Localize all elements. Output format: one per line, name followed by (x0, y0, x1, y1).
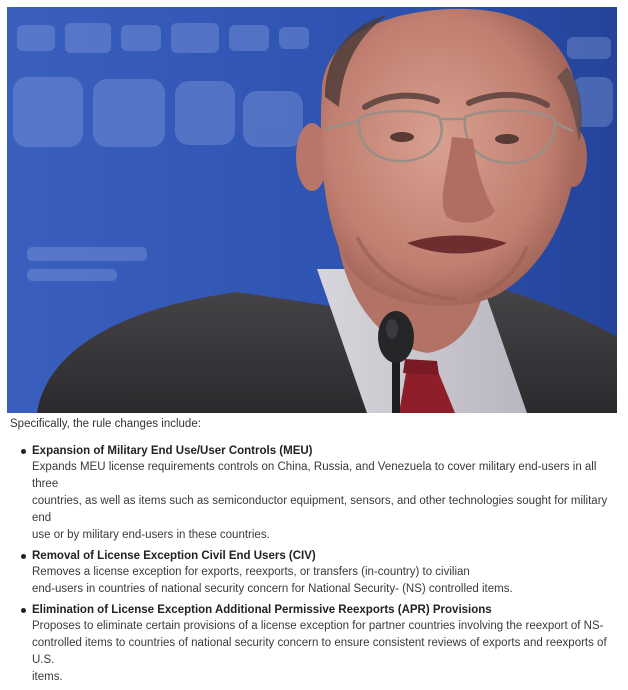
rule-description: Removes a license exception for exports, reexports, or transfers (in-country) to civilian end-users in countries of national security concern for National Security- (NS) controlled items. (32, 566, 513, 595)
rule-changes-list (10, 443, 610, 690)
intro-text: Specifically, the rule changes include: (10, 418, 201, 430)
right-eye (495, 134, 519, 144)
article-photo (7, 7, 617, 413)
list-item (10, 602, 610, 686)
list-item (10, 548, 610, 598)
bullet-icon (21, 608, 26, 613)
speaker-photo-illustration (7, 7, 617, 413)
rule-title: Expansion of Military End Use/User Controls (MEU) (32, 445, 313, 457)
rule-title: Elimination of License Exception Additional Permissive Reexports (APR) Provisions (32, 604, 492, 616)
rule-description: Expands MEU license requirements controls on China, Russia, and Venezuela to cover military end-users in all three countries, as well as items such as semiconductor equipment, sensors, and other technologies sought for military end use or by military end-users in these countries. (32, 461, 608, 541)
bullet-icon (21, 554, 26, 559)
left-eye (390, 132, 414, 142)
list-item (10, 443, 610, 544)
rule-description: Proposes to eliminate certain provisions of a license exception for partner countries involving the reexport of NS- controlled items to countries of national security concern to ensure consistent reviews of exports and reexports of U.S. items. (32, 620, 607, 683)
bullet-icon (21, 449, 26, 454)
rule-title: Removal of License Exception Civil End Users (CIV) (32, 550, 316, 562)
